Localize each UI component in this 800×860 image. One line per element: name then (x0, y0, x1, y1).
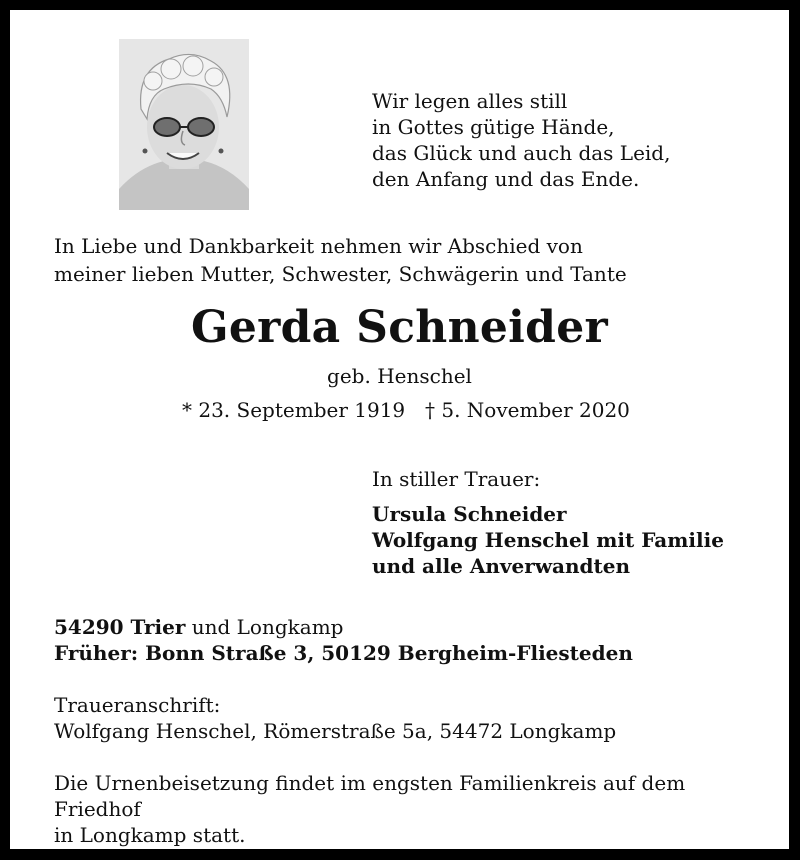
notice-line: in Longkamp statt. (54, 823, 246, 847)
poem-line: in Gottes gütige Hände, (372, 115, 615, 139)
notice-line: Die Urnenbeisetzung findet im engsten Familienkreis auf dem Friedhof (54, 771, 686, 821)
former-address: Früher: Bonn Straße 3, 50129 Bergheim-Fliesteden (54, 641, 633, 665)
location-line (54, 614, 633, 640)
poem-line: das Glück und auch das Leid, (372, 141, 671, 165)
poem-line: Wir legen alles still (372, 89, 568, 113)
mourner-name: und alle Anverwandten (372, 554, 631, 578)
city-rest: und Longkamp (185, 615, 344, 639)
mourning-address (54, 692, 616, 744)
burial-notice (54, 770, 774, 848)
mourner-name: Ursula Schneider (372, 502, 567, 526)
portrait-photo (119, 39, 249, 210)
portrait-image (119, 39, 249, 210)
poem-line: den Anfang und das Ende. (372, 167, 640, 191)
mourning-label: In stiller Trauer: (372, 467, 541, 491)
deceased-name: Gerda Schneider (190, 302, 609, 353)
obituary-notice (10, 10, 789, 849)
intro-line: In Liebe und Dankbarkeit nehmen wir Abschied von (54, 234, 583, 258)
maiden-name: geb. Henschel (327, 364, 472, 388)
death-date: † 5. November 2020 (425, 398, 630, 422)
mourner-name: Wolfgang Henschel mit Familie (372, 528, 724, 552)
address-label: Traueranschrift: (54, 693, 221, 717)
intro-line: meiner lieben Mutter, Schwester, Schwägerin und Tante (54, 262, 627, 286)
poem-verse (372, 88, 670, 192)
location-block (54, 614, 633, 666)
birth-date: * 23. September 1919 (182, 398, 406, 422)
farewell-intro (54, 232, 627, 288)
mourners-list (372, 501, 724, 579)
city-bold: 54290 Trier (54, 615, 186, 639)
address-value: Wolfgang Henschel, Römerstraße 5a, 54472 Longkamp (54, 719, 617, 743)
